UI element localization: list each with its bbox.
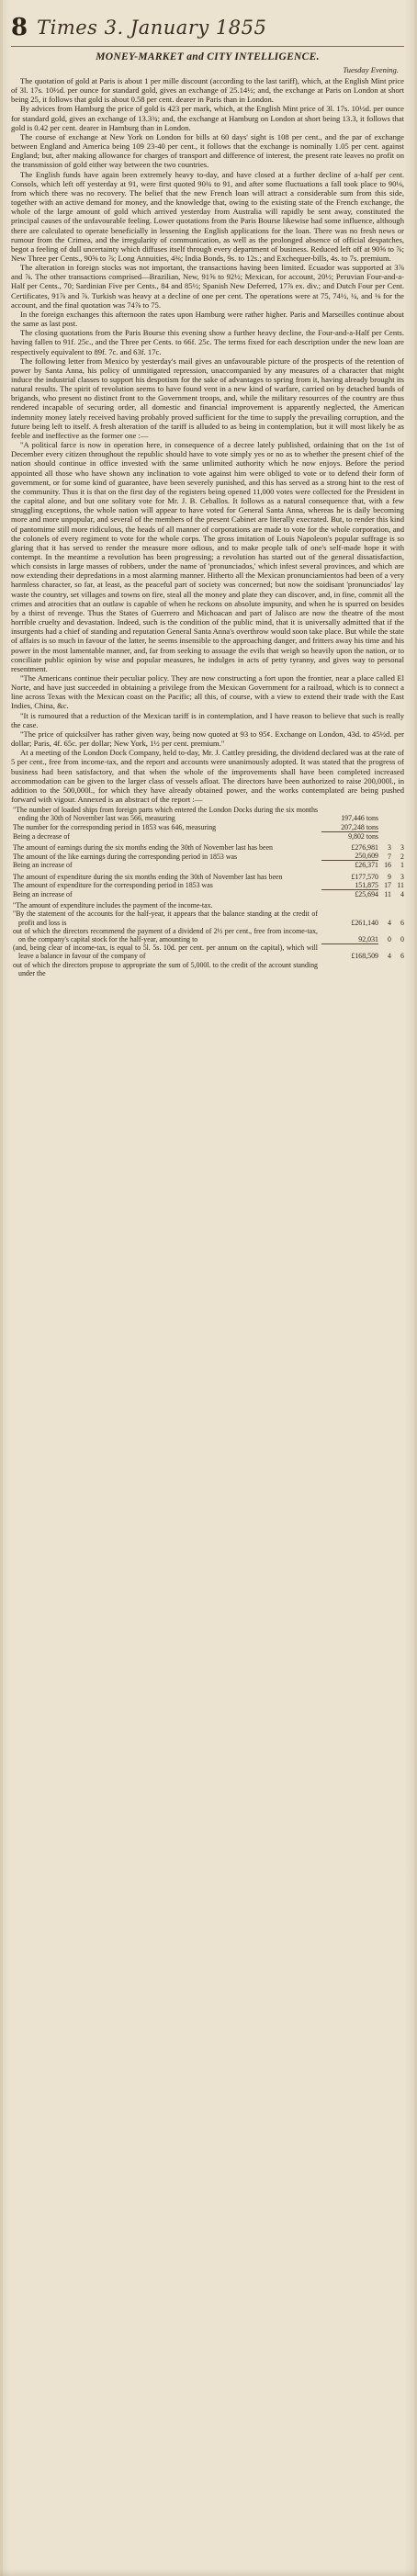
row-amount: £177,570 [351, 872, 378, 881]
paragraph-quicksilver: "The price of quicksilver has rather given way, being now quoted at 93 to 95¢. Exchange on London, 43d. to 45½d. per dollar; Paris, 4f. 65c. per dollar; New York, 1½ per cent. premium." [11, 729, 404, 749]
paragraph-americans-policy: "The Americans continue their peculiar policy. They are now constructing a fort upon the frontier, near a place called El Norte, and have just succeeded in obtaining a privilege from the Mexican Government for a railroad, which is to connect a line across Texas with the Mexican coast on the Pacific; all this, of course, with a view to extend their trade with the East Indies, China, &c. [11, 673, 404, 711]
section-title: MONEY-MARKET and CITY INTELLIGENCE. [96, 51, 320, 62]
clipping-left-edge [0, 0, 3, 2576]
paragraph-tariff-rumour: "It is rumoured that a reduction of the Mexican tariff is in contemplation, and I have reason to believe that such is really the case. [11, 710, 404, 729]
table-row [11, 852, 404, 861]
row-amount: £26,371 [321, 861, 378, 870]
paragraph-gold-paris: The quotation of gold at Paris is about 1 per mille discount (according to the last tariff), which, at the English Mint price of 3l. 17s. 10½d. per ounce for standard gold, gives an exchange of 25.14½; and, the exchange at Paris on London at short being 25, it follows that gold is about 0.58 per cent. dearer in Paris than in London. [11, 76, 404, 105]
table-row [11, 843, 404, 852]
row-pence [391, 806, 404, 822]
row-description: out of which the directors recommend the payment of a dividend of 2½ per cent., free from income-tax, on the company's capital stock for the half-year, amounting to [13, 926, 318, 944]
table-row [11, 961, 404, 977]
masthead [11, 6, 404, 47]
table-row [11, 873, 404, 881]
row-shillings: 16 [384, 861, 391, 870]
row-shillings: 17 [384, 881, 391, 890]
row-description: The amount of the like earnings during the corresponding period in 1853 was [13, 852, 238, 861]
paragraph-gold-hamburg: By advices from Hamburg the price of gold is 423 per mark, which, at the English Mint price of 3l. 17s. 10½d. per ounce for standard gold, gives an exchange of 13.3¾; and, the exchange at Hamburg on London at short being 13.3, it follows that gold is 0.42 per cent. dearer in Hamburg than in London. [11, 104, 404, 132]
row-pence [391, 823, 404, 832]
row-description: "The number of loaded ships from foreign parts which entered the London Docks during the six months ending the 30th of November last was 566, measuring [13, 806, 318, 823]
row-pence [391, 901, 404, 910]
paragraph-foreign-stocks: The alteration in foreign stocks was not important, the transactions having been limited. Ecuador was supported at 3⅞ and ⅞. The other transactions comprised—Brazilian, New, 91⅝ to 92½; Mexican, for account, 20½; Peruvian Four-and-a-Half per Cents., 70; Sardinian Five per Cents., 84 and 85½; Spanish New Deferred, 17⅞ ex. div.; and Dutch Four per Cent. Certificates, 91⅞ and ⅞. Turkish was heavy at a decline of one per cent. The operations were at 75, 74½, ¼, and ⅛ for the account, and the final quotation was 74⅞ to 75. [11, 263, 404, 310]
paragraph-london-dock-company: At a meeting of the London Dock Company, held to-day, Mr. J. Cattley presiding, the dividend declared was at the rate of 5 per cent., free from income-tax, and the report and accounts were unanimously adopted. It was stated that the progress of business had been satisfactory, and that when the whole of the improvements shall have been completed increased accommodation can be given to the larger class of vessels afloat. The directors have been authorized to raise 200,000l., in addition to the 500,000l., for which they have already obtained power, and the works contemplated are being pushed forward with vigour. Annexed is an abstract of the report :— [11, 748, 404, 805]
article-body [11, 76, 404, 977]
row-shillings: 9 [388, 872, 391, 881]
row-description: Being an increase of [13, 861, 73, 870]
row-pence: 0 [400, 935, 404, 944]
row-pence: 11 [397, 881, 404, 890]
row-amount: £261,140 [351, 918, 378, 927]
handwritten-date: Times 3. January 1855 [37, 17, 267, 39]
row-amount: £276,981 [351, 843, 378, 852]
row-shillings [378, 823, 391, 832]
table-row [11, 823, 404, 832]
row-pence: 6 [400, 918, 404, 927]
paragraph-mexico-letter: "A political farce is now in operation here, in consequence of a decree lately published, ordaining that on the 1st of December every citizen throughout the republic should have to vote simply yes or no as to whether the present chief of the nation should continue in office invested with the same unlimited authority which he now enjoys. Before the period appointed all those who have shown any inclination to vote against him were obliged to vote or to defend their form of government, or for some kind of guarantee, have been severely punished, and this has served as a strong hint to the rest of the community. Thus it is that on the first day of the registers being opened 11,000 votes were collected for the President in the capital alone, and but one solitary vote for Mr. J. B. Ceballos. It follows as a natural consequence that, with a few struggling exceptions, the whole nation will appear to have voted for General Santa Anna, whereas he is daily becoming more and more unpopular, and several of the members of the present Cabinet are literally execrated. But, to render this kind of pantomime still more ridiculous, the heads of all manner of corporations are made to vote for the whole corporation, and the colonels of every regiment to vote for the whole corps. The gross imitation of Louis Napoleon's popular suffrage is so glaring that it has served to render the measure more odious, and to make people talk of one's self-made hope it with contempt. In the meantime a revolution has been progressing; a revolution has started out of the general dissatisfaction, which consists in large masses of robbers, under the name of 'pronunciados,' which infest several provinces, and which are now extending their depredations in a most alarming manner. Hitherto all the Mexican pronunciamientos had been of a very harmless character, so far, at least, as the peaceful part of society was concerned; but now the soidisant 'pronunciados' lay waste the country, set villages and towns on fire, steal all the money and plate they can discover, and, in fine, commit all the crimes and atrocities that an outlaw is capable of when he reckons on absolute impunity, and when he is spurred on besides by a thirst of revenge. Thus the States of Guerrero and Michoacan and part of Jalisco are now the theatre of the most horrible cruelty and devastation. Indeed, such is the condition of the public mind, that it is universally admitted that if the insurgents had a chief of standing and reputation General Santa Anna's overthrow would soon take place. But while the state of affairs is so much in favour of the latter, he seems insensible to the approaching danger, and fritters away his time and his power in the most lamentable manner, and, far from seeking to assuage the evils that weigh so heavily upon the nation, or to conciliate public opinion by wise and popular measures, he indulges in acts of petty tyranny, and gives way to personal resentment. [11, 440, 404, 673]
row-pence [391, 831, 404, 841]
table-row [11, 806, 404, 822]
row-description: The amount of earnings during the six months ending the 30th of November last has been [13, 843, 273, 852]
paragraph-foreign-exchanges: In the foreign exchanges this afternoon the rates upon Hamburg were rather higher. Paris and Marseilles continue about the same as last post. [11, 309, 404, 329]
row-shillings: 7 [388, 852, 391, 861]
row-pence: 3 [400, 872, 404, 881]
row-pence: 2 [400, 852, 404, 861]
row-description: "By the statement of the accounts for the half-year, it appears that the balance standing at the credit of profit and loss is [13, 910, 318, 927]
row-description: "The amount of expenditure includes the payment of the income-tax. [13, 901, 213, 910]
table-row [11, 881, 404, 890]
row-amount: 9,802 tons [321, 831, 378, 841]
paragraph-exchange-new-york: The course of exchange at New York on London for bills at 60 days' sight is 108 per cent., and the par of exchange between England and America being 109 23-40 per cent., it follows that the exchange is nominally 1.05 per cent. against England; but, after making allowance for charges of transport and difference of interest, the present rate leaves no profit on the transmission of gold either way between the two countries. [11, 131, 404, 170]
row-shillings: 11 [384, 890, 391, 899]
paragraph-english-funds: The English funds have again been extremely heavy to-day, and have closed at a further decline of a-half per cent. Consols, which left off yesterday at 91, were first quoted 90¾ to 91, and after some fluctuations a fall took place to 90⅛, from which there was no recovery. The belief that the new French loan will attract a considerable sum from this side, together with an active demand for money, and the knowledge that, owing to the existing state of the French exchange, the whole of the large amount of gold which arrived yesterday from Australia will rapidly be sent away, constituted the principal causes of the unfavourable feeling. Lower quotations from the Paris Bourse likewise had some influence, although there are calculated to operate beneficially in lessening the English applications for the loan. There was no fresh news or rumour from the Crimea, and the irregularity of communication, as well as the prolonged absence of official despatches, begot a feeling of dull uncertainty which diffuses itself through every department of business. Reduced left off at 90⅝ to ⅞; New Three per Cents., 90⅝ to ⅞; Long Annuities, 4⅜; India Bonds, 9s. to 12s.; and Exchequer-bills, 4s. to 7s. premium. [11, 169, 404, 263]
row-shillings: 3 [388, 843, 391, 852]
row-amount [321, 961, 378, 977]
row-shillings [378, 831, 391, 841]
table-row [11, 910, 404, 926]
row-shillings [378, 961, 391, 977]
row-description: The amount of expenditure for the corresponding period in 1853 was [13, 881, 213, 890]
row-pence: 6 [400, 952, 404, 961]
row-amount: £25,694 [321, 890, 378, 899]
row-amount: £168,509 [321, 943, 378, 960]
row-description: The amount of expenditure during the six months ending the 30th of November last has been [13, 872, 283, 881]
row-pence [391, 961, 404, 977]
row-description: out of which the directors propose to appropriate the sum of 5,000l. to the credit of the account standing under the [13, 960, 318, 977]
table-row [11, 831, 404, 841]
row-amount [321, 901, 378, 910]
row-amount: 92,031 [358, 934, 378, 943]
paragraph-paris-bourse: The closing quotations from the Paris Bourse this evening show a further heavy decline, the Four-and-a-Half per Cents. having fallen to 91f. 25c., and the Three per Cents. to 66f. 25c. The terms fixed for each description under the new loan are respectively equivalent to 89f. 7c. and 63f. 17c. [11, 328, 404, 356]
table-row [11, 890, 404, 899]
table-row [11, 861, 404, 870]
row-pence: 1 [400, 861, 404, 870]
row-description: The number for the corresponding period in 1853 was 646, measuring [13, 823, 217, 832]
paragraph-mexico-letter-intro: The following letter from Mexico by yesterday's mail gives an unfavourable picture of the prospects of the retention of power by Santa Anna, his policy of unmitigated repression, unaccompanied by any measures of a character that might induce the industrial classes to support his despotism for the sake of advantages to spring from it, having already brought its natural results. The spirit of revolution seems to have found vent in a new kind of warfare, carried on by detached bands of brigands, who present no distinct front to the Government troops, and, while the military resources of the country are thus rendered incapable of securing order, all domestic and financial improvement is apparently neglected, the American indemnity money lately received having probably proved sufficient for the time to supply the prevailing corruption, and the future being left to itself. A fresh alteration of the tariff is alluded to as being in contemplation, but it will most likely be as feeble and ineffective as the former one :— [11, 356, 404, 440]
row-shillings [378, 806, 391, 822]
table-row [11, 901, 404, 910]
row-amount: 250,609 [355, 852, 378, 861]
row-amount: 207,248 tons [341, 822, 378, 831]
table-row [11, 927, 404, 943]
page-number: 8 [11, 14, 28, 41]
table-row [11, 943, 404, 960]
row-description: Being a decrease of [13, 831, 70, 841]
row-amount: 151,875 [355, 880, 378, 889]
row-shillings [378, 901, 391, 910]
row-shillings: 4 [388, 952, 391, 961]
clipping-bottom-edge [0, 2569, 417, 2576]
dock-report-table [11, 806, 404, 977]
row-amount: 197,446 tons [341, 814, 378, 823]
row-shillings: 4 [388, 918, 391, 927]
dateline: Tuesday Evening. [343, 65, 399, 74]
row-description: (and, being clear of income-tax, is equal to 5l. 5s. 10d. per cent. per annum on the capital), which will leave a balance in favour of the company of [13, 943, 318, 961]
row-shillings: 0 [388, 935, 391, 944]
row-description: Being an increase of [13, 890, 73, 899]
row-pence: 3 [400, 843, 404, 852]
row-pence: 4 [400, 890, 404, 899]
